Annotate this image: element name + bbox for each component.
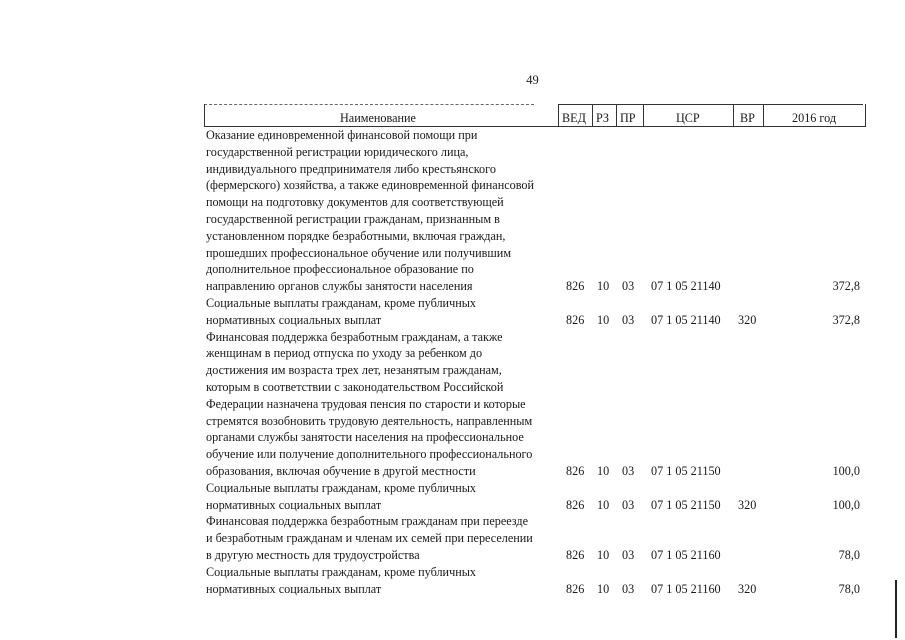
row-amount: 100,0 [832,464,860,478]
row-vr: 320 [738,581,757,596]
row-csr: 07 1 05 21160 [651,581,721,596]
column-header-csr: ЦСР [676,111,700,125]
row-name-line: нормативных социальных выплат [206,581,382,596]
row-name-line: Финансовая поддержка безработным гражданам, а также [206,329,503,344]
row-rz: 10 [597,548,610,562]
row-amount: 78,0 [838,548,860,562]
row-rz: 10 [597,581,610,596]
row-csr: 07 1 05 21160 [651,548,721,562]
row-ved: 826 [566,581,585,596]
row-name-line: в другую местность для трудоустройства [206,548,420,562]
row-ved: 826 [566,497,585,512]
row-pr: 03 [622,548,635,562]
column-header-pr: ПР [620,111,636,125]
row-csr: 07 1 05 21150 [651,497,721,512]
row-rz: 10 [597,312,610,327]
row-amount: 78,0 [838,581,860,596]
page-edge [895,580,897,638]
row-ved: 826 [566,548,585,562]
row-pr: 03 [622,279,635,294]
row-name-line: Оказание единовременной финансовой помощи при [206,128,478,142]
row-name-line: (фермерского) хозяйства, а также единовременной финансовой [206,178,535,193]
row-name-line: Федерации назначена трудовая пенсия по старости и которые [206,396,526,411]
row-vr: 320 [738,312,757,327]
row-name-line: дополнительное профессиональное образование по [206,262,474,277]
row-name-line: которым в соответствии с законодательством Российской [206,380,504,394]
row-name-line: достижения им возраста трех лет, незанятым гражданам, [206,363,502,378]
column-header-ved: ВЕД [562,111,586,125]
row-csr: 07 1 05 21150 [651,464,721,478]
row-rz: 10 [597,279,610,294]
row-amount: 372,8 [832,279,860,294]
row-ved: 826 [566,279,585,294]
row-name-line: Социальные выплаты гражданам, кроме публичных [206,296,476,310]
row-amount: 372,8 [832,312,860,327]
row-rz: 10 [597,497,610,512]
row-pr: 03 [622,464,635,478]
row-name-line: помощи на подготовку документов для соответствующей [206,195,504,210]
column-header-vr: ВР [740,111,755,125]
row-name-line: нормативных социальных выплат [206,312,382,327]
row-csr: 07 1 05 21140 [651,279,721,294]
row-name-line: Социальные выплаты гражданам, кроме публичных [206,480,476,495]
column-header-name: Наименование [340,111,416,125]
row-rz: 10 [597,464,610,478]
row-vr: 320 [738,497,757,512]
row-name-line: направлению органов службы занятости населения [206,279,473,294]
row-name-line: государственной регистрации гражданам, признанным в [206,212,500,226]
row-name-line: прошедших профессиональное обучение или получившим [206,245,512,260]
page-number: 49 [526,73,539,87]
row-name-line: нормативных социальных выплат [206,497,382,512]
row-pr: 03 [622,497,635,512]
row-amount: 100,0 [832,497,860,512]
row-name-line: образования, включая обучение в другой местности [206,464,476,478]
row-name-line: органами службы занятости населения на профессиональное [206,430,524,445]
row-name-line: Финансовая поддержка безработным гражданам при переезде [206,514,528,529]
column-header-rz: РЗ [596,111,610,125]
row-name-line: Социальные выплаты гражданам, кроме публичных [206,564,476,579]
row-ved: 826 [566,312,585,327]
row-name-line: установленном порядке безработными, включая граждан, [206,228,506,243]
row-name-line: и безработным гражданам и членам их семей при переселении [206,531,533,546]
row-name-line: индивидуального предпринимателя либо крестьянского [206,161,496,176]
row-pr: 03 [622,312,635,327]
row-name-line: женщинам в период отпуска по уходу за ребенком до [206,346,483,361]
row-name-line: государственной регистрации юридического лица, [206,144,469,159]
row-pr: 03 [622,581,635,596]
row-csr: 07 1 05 21140 [651,312,721,327]
column-header-year: 2016 год [792,111,837,125]
row-ved: 826 [566,464,585,478]
row-name-line: стремятся возобновить трудовую деятельность, направленным [206,413,533,428]
row-name-line: обучение или получение дополнительного профессионального [206,447,533,462]
